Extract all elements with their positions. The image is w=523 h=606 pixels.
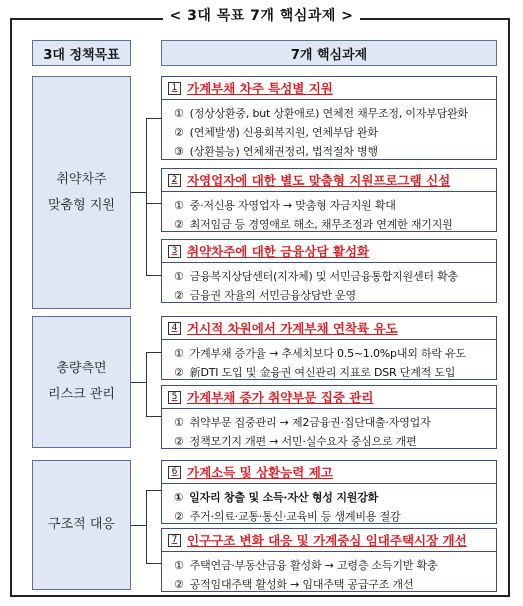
list-item: ① 중·저신용 자영업자 → 맞춤형 자금지원 확대 <box>174 199 396 212</box>
task-2-title: 자영업자에 대한 별도 맞춤형 지원프로그램 신설 <box>187 173 451 188</box>
task-3-title: 취약차주에 대한 금융상담 활성화 <box>187 244 370 259</box>
list-item: ① 가계부채 증가율 → 추세치보다 0.5~1.0%p내외 하락 유도 <box>174 347 466 360</box>
list-item: ① 주택연금·부동산금융 활성화 → 고령층 소득기반 확충 <box>174 559 438 572</box>
tasks-header: 7개 핵심과제 <box>161 40 497 66</box>
goal-2-line2: 리스크 관리 <box>48 387 115 402</box>
goals-header: 3대 정책목표 <box>32 40 131 66</box>
goal-3 <box>32 460 131 590</box>
task-6-title: 가계소득 및 상환능력 제고 <box>187 465 333 480</box>
list-item: ② 정책모기지 개편 → 서민·실수요자 중심으로 개편 <box>174 435 417 448</box>
goal-2-line1: 총량측면 <box>56 361 107 376</box>
task-number-badge: 2 <box>168 174 181 187</box>
task-1-title: 가계부채 차주 특성별 지원 <box>187 81 333 96</box>
bracket-2 <box>146 352 147 416</box>
task-number-badge: 5 <box>168 391 181 404</box>
task-5-title: 가계부채 증가 취약부문 집중 관리 <box>187 390 374 405</box>
task-number-badge: 7 <box>168 534 181 547</box>
list-item: ② 금융권 자율의 서민금융상담반 운영 <box>174 289 356 302</box>
bracket-connector-3 <box>131 525 146 526</box>
list-item: ② 최저임금 등 경영애로 해소, 채무조정과 연계한 재기지원 <box>174 218 453 231</box>
list-item: ② 新DTI 도입 및 金융권 여신관리 지표로 DSR 단계적 도입 <box>174 366 456 379</box>
goal-2 <box>32 316 131 448</box>
list-item: ① (정상상환중, but 상환애로) 연체전 채무조정, 이자부담완화 <box>174 107 468 120</box>
list-item: ① 금융복지상담센터(지자체) 및 서민금융통합지원센터 확충 <box>174 270 458 283</box>
task-number-badge: 1 <box>168 82 181 95</box>
goal-1-line2: 맞춤형 지원 <box>48 197 115 213</box>
task-6 <box>161 460 497 524</box>
list-item: ① 취약부문 집중관리 → 제2금융권·집단대출·자영업자 <box>174 416 431 429</box>
list-item: ② 공적임대주택 활성화 → 임대주택 공급구조 개선 <box>174 578 414 591</box>
task-number-badge: 3 <box>168 245 181 258</box>
list-item: ③ (상환불능) 연체채권정리, 법적절차 병행 <box>174 145 378 158</box>
task-3 <box>161 239 497 303</box>
task-2 <box>161 168 497 232</box>
list-item: ② (연체발생) 신용회복지원, 연체부담 완화 <box>174 126 378 139</box>
goal-1 <box>32 76 131 309</box>
bracket-connector-1 <box>131 192 146 193</box>
task-7-title: 인구구조 변화 대응 및 가계중심 임대주택시장 개선 <box>187 533 467 548</box>
page-title: < 3대 목표 7개 핵심과제 > <box>163 5 359 25</box>
task-4-title: 거시적 차원에서 가계부채 연착륙 유도 <box>187 321 398 336</box>
bracket-3 <box>146 490 147 563</box>
task-7 <box>161 528 497 592</box>
goal-3-line1: 구조적 대응 <box>48 517 115 532</box>
task-5 <box>161 385 497 449</box>
list-item: ① 일자리 창출 및 소득·자산 형성 지원강화 <box>174 491 379 504</box>
goal-1-line1: 취약차주 <box>56 171 107 187</box>
task-number-badge: 6 <box>168 466 181 479</box>
bracket-connector-2 <box>131 382 146 383</box>
title-bar <box>0 5 523 25</box>
task-number-badge: 4 <box>168 322 181 335</box>
task-4 <box>161 316 497 380</box>
task-1 <box>161 76 497 160</box>
bracket-1 <box>146 118 147 275</box>
list-item: ② 주거·의료·교통·통신·교육비 등 생계비용 절감 <box>174 510 401 523</box>
